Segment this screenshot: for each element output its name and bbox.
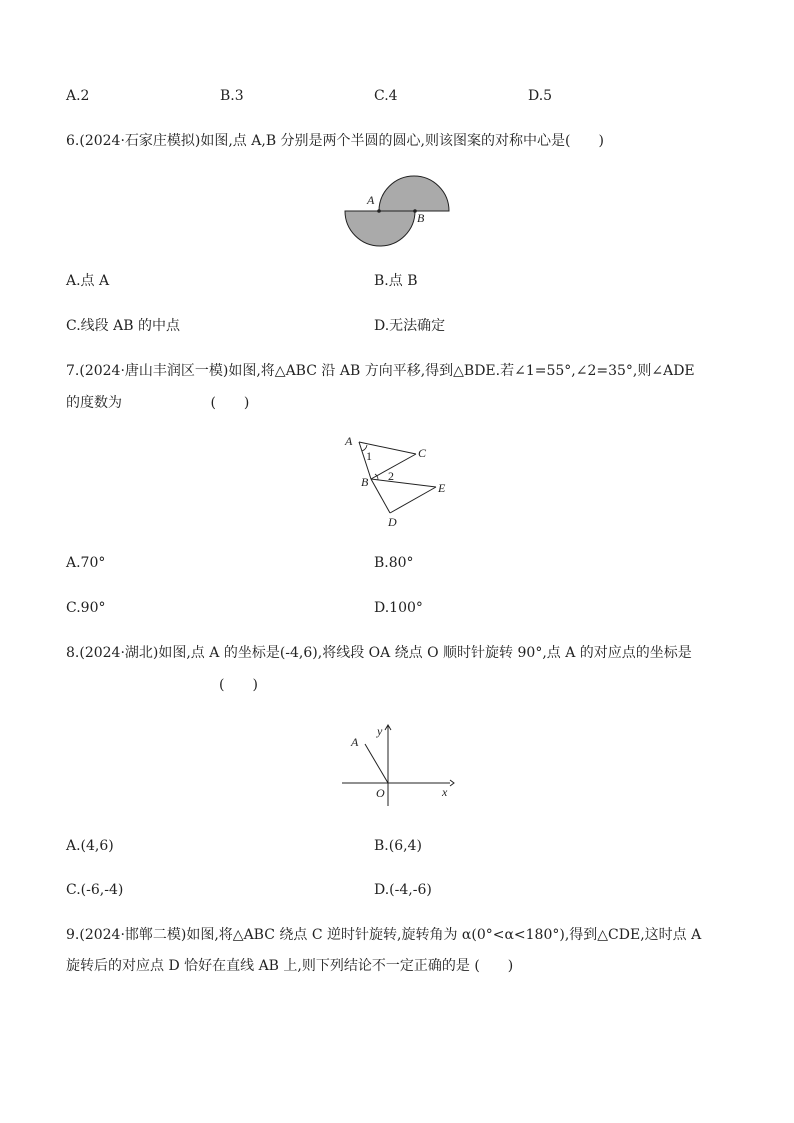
q7-stem-line2 (66, 393, 249, 413)
q6-option-b[interactable]: B.点 B (374, 273, 418, 289)
q8-label-o: O (376, 786, 385, 800)
q7-label-b: B (361, 475, 369, 489)
q7-angle2-label: 2 (388, 469, 394, 483)
q6-option-c[interactable]: C.线段 AB 的中点 (66, 318, 180, 334)
q6-stem: 6.(2024·石家庄模拟)如图,点 A,B 分别是两个半圆的圆心,则该图案的对称中心是( ) (66, 133, 604, 149)
q7-figure-triangles (338, 430, 456, 534)
q6-option-d[interactable]: D.无法确定 (374, 318, 446, 334)
q9-stem-line1: 9.(2024·邯郸二模)如图,将△ABC 绕点 C 逆时针旋转,旋转角为 α(0°<α<180°),得到△CDE,这时点 A (66, 927, 702, 943)
q9-stem-line2: 旋转后的对应点 D 恰好在直线 AB 上,则下列结论不一定正确的是 ( ) (66, 958, 514, 974)
q8-label-x: x (442, 785, 448, 799)
q8-option-b[interactable]: B.(6,4) (374, 838, 422, 854)
q6-figure-semicircles (335, 168, 459, 250)
q7-option-d[interactable]: D.100° (374, 600, 423, 616)
q7-label-e: E (438, 481, 446, 495)
q7-angle1-label: 1 (366, 449, 372, 463)
q7-option-b[interactable]: B.80° (374, 555, 414, 571)
q8-answer-paren[interactable]: ( ) (219, 677, 258, 693)
q7-stem-text: 的度数为 (66, 395, 122, 411)
q5-option-d[interactable]: D.5 (528, 88, 553, 104)
q8-option-c[interactable]: C.(-6,-4) (66, 882, 124, 898)
q8-label-y: y (377, 724, 383, 738)
q8-option-a[interactable]: A.(4,6) (66, 838, 114, 854)
q5-option-c[interactable]: C.4 (374, 88, 398, 104)
q6-option-a[interactable]: A.点 A (66, 273, 110, 289)
q7-stem-line1: 7.(2024·唐山丰润区一模)如图,将△ABC 沿 AB 方向平移,得到△BDE.若∠1=55°,∠2=35°,则∠ADE (66, 363, 695, 379)
q6-lower-semicircle (345, 211, 415, 246)
q6-point-a (377, 209, 381, 213)
q6-upper-semicircle (379, 176, 449, 211)
q8-option-d[interactable]: D.(-4,-6) (374, 882, 432, 898)
q8-stem: 8.(2024·湖北)如图,点 A 的坐标是(-4,6),将线段 OA 绕点 O 顺时针旋转 90°,点 A 的对应点的坐标是 (66, 645, 692, 661)
q7-label-d: D (388, 515, 397, 529)
q7-label-c: C (418, 446, 427, 460)
q8-figure-coordinate (338, 718, 458, 810)
q7-label-a: A (345, 434, 353, 448)
q8-label-a: A (351, 735, 359, 749)
q7-option-c[interactable]: C.90° (66, 600, 106, 616)
q7-option-a[interactable]: A.70° (66, 555, 106, 571)
q7-answer-paren[interactable]: ( ) (210, 395, 250, 411)
q5-option-a[interactable]: A.2 (66, 88, 90, 104)
q5-option-b[interactable]: B.3 (220, 88, 244, 104)
q6-label-a: A (367, 193, 375, 207)
q6-label-b: B (417, 211, 425, 225)
